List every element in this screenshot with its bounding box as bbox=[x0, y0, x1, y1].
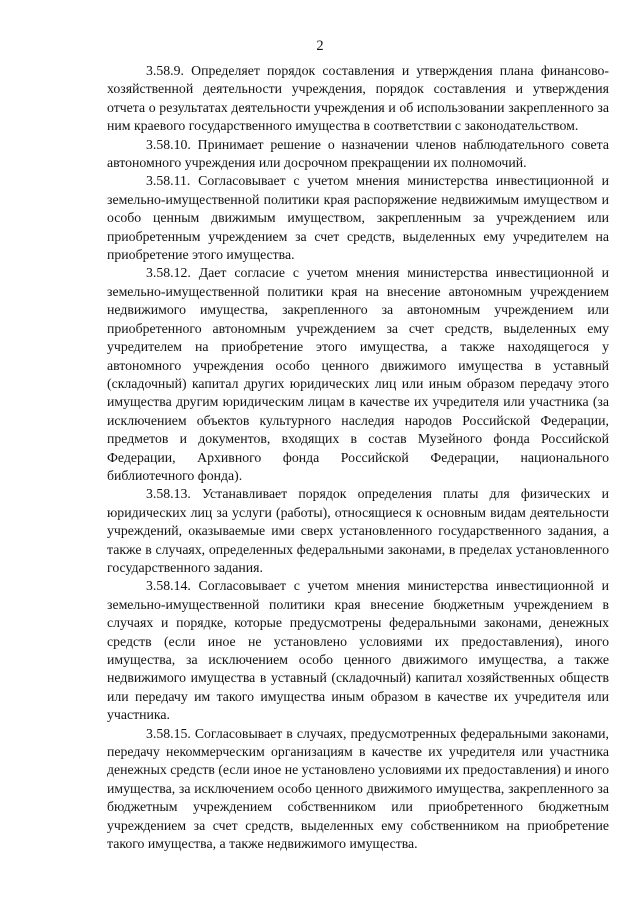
paragraph-3-58-9: 3.58.9. Определяет порядок составления и утверждения плана финансово-хозяйственной деятельности учреждения, порядок составления и утверждения отчета о результатах деятельности учреждения и об использовании закрепленного за ним краевого государственного имущества в соответствии с законодательством. bbox=[107, 63, 609, 134]
paragraph-3-58-11: 3.58.11. Согласовывает с учетом мнения министерства инвестиционной и земельно-имущественной политики края распоряжение недвижимым имуществом и особо ценным движимым имуществом, закрепленным за учреждением или приобретенным учреждением за счет средств, выделенных ему учредителем на приобретение этого имущества. bbox=[107, 173, 609, 263]
paragraph-3-58-15: 3.58.15. Согласовывает в случаях, предусмотренных федеральными законами, передачу некоммерческим организациям в качестве их учредителя или участника денежных средств (если иное не установлено условиями их предоставления) и иного имущества, за исключением особо ценного движимого имущества, закрепленного за бюджетным учреждением собственником или приобретенного бюджетным учреждением за счет средств, выделенных ему собственником на приобретение такого имущества, а также недвижимого имущества. bbox=[107, 725, 609, 852]
paragraph-3-58-13: 3.58.13. Устанавливает порядок определения платы для физических и юридических лиц за услуги (работы), относящиеся к основным видам деятельности учреждений, оказываемые ими сверх установленного государственного задания, а также в случаях, определенных федеральными законами, в пределах установленного государственного задания. bbox=[107, 486, 609, 575]
page-number: 2 bbox=[316, 38, 324, 54]
paragraph-3-58-10: 3.58.10. Принимает решение о назначении членов наблюдательного совета автономного учреждения или досрочном прекращении их полномочий. bbox=[107, 136, 609, 171]
paragraph-3-58-14: 3.58.14. Согласовывает с учетом мнения министерства инвестиционной и земельно-имущественной политики края внесение бюджетным учреждением в случаях и порядке, которые предусмотрены федеральными законами, денежных средств (если иное не установлено условиями их предоставления), иного имущества, за исключением особо ценного движимого имущества, а также недвижимого имущества в уставный (складочный) капитал хозяйственных обществ или передачу им такого имущества иным образом в качестве их учредителя или участника. bbox=[107, 578, 609, 723]
document-body bbox=[107, 62, 609, 853]
paragraph-3-58-12: 3.58.12. Дает согласие с учетом мнения министерства инвестиционной и земельно-имущественной политики края на внесение автономным учреждением недвижимого имущества, закрепленного за автономным учреждением или приобретенного автономным учреждением за счет средств, выделенных ему учредителем на приобретение этого имущества, а также находящегося у автономного учреждения особо ценного движимого имущества в уставный (складочный) капитал других юридических лиц или иным образом передачу этого имущества другим юридическим лицам в качестве их учредителя или участника (за исключением объектов культурного наследия народов Российской Федерации, предметов и документов, входящих в состав Музейного фонда Российской Федерации, Архивного фонда Российской Федерации, национального библиотечного фонда). bbox=[107, 265, 609, 483]
